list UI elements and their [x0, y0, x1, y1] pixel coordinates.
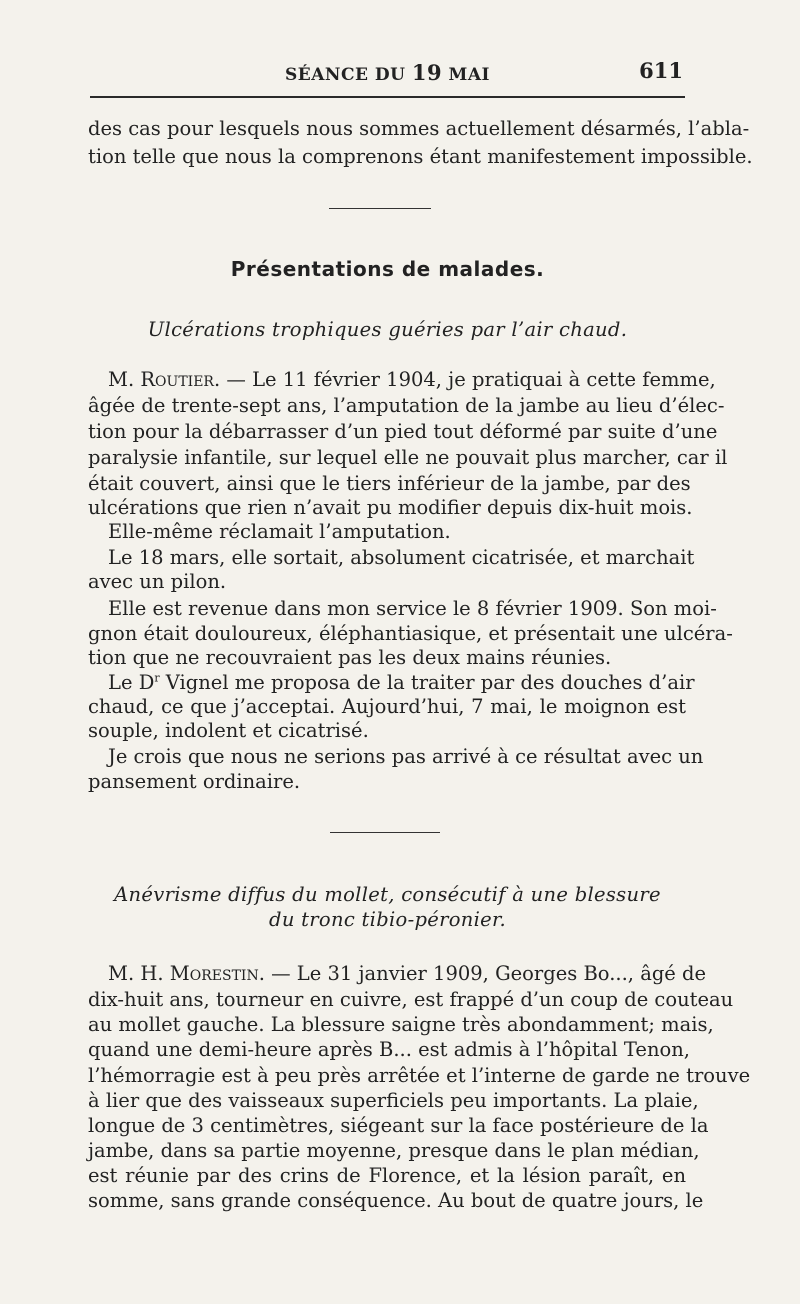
- case2-line: dix-huit ans, tourneur en cuivre, est frappé d’un coup de couteau: [88, 988, 734, 1011]
- case1-para3-line: Le 18 mars, elle sortait, absolument cicatrisée, et marchait: [108, 546, 695, 569]
- case1-para5-line: chaud, ce que j’acceptai. Aujourd’hui, 7 mai, le moignon est: [88, 695, 686, 718]
- case1-author-prefix: M.: [108, 368, 141, 391]
- header-title-part2: MAI: [442, 65, 490, 85]
- case2-title-line: Anévrisme diffus du mollet, consécutif à une blessure: [114, 883, 661, 906]
- case2-line: [108, 962, 707, 986]
- case2-line: à lier que des vaisseaux superficiels peu importants. La plaie,: [88, 1089, 699, 1112]
- case2-line: somme, sans grande conséquence. Au bout de quatre jours, le: [88, 1189, 704, 1212]
- case1-para6-line: pansement ordinaire.: [88, 770, 301, 793]
- case1-line: tion pour la débarrasser d’un pied tout déformé par suite d’une: [88, 420, 718, 443]
- case1-para5-line: souple, indolent et cicatrisé.: [88, 719, 369, 742]
- running-header: [90, 58, 685, 88]
- header-title-number: 19: [411, 60, 443, 85]
- separator-rule: [329, 208, 431, 209]
- case1-para2: Elle-même réclamait l’amputation.: [108, 520, 451, 543]
- case1-author-name: Routier.: [140, 368, 221, 391]
- case1-para5-text: Le D: [108, 671, 155, 694]
- case1-line: paralysie infantile, sur lequel elle ne pouvait plus marcher, car il: [88, 446, 728, 469]
- intro-line: tion telle que nous la comprenons étant manifestement impossible.: [88, 145, 753, 168]
- case2-line: jambe, dans sa partie moyenne, presque dans le plan médian,: [88, 1139, 700, 1162]
- case1-title: Ulcérations trophiques guéries par l’air chaud.: [147, 318, 628, 341]
- header-title-part1: SÉANCE DU: [285, 65, 412, 85]
- case1-line1-rest: — Le 11 février 1904, je pratiquai à cette femme,: [220, 368, 716, 391]
- case1-line: âgée de trente-sept ans, l’amputation de la jambe au lieu d’élec-: [88, 394, 725, 417]
- case1-para6-line: Je crois que nous ne serions pas arrivé à ce résultat avec un: [108, 745, 704, 768]
- case1-para5-line: [108, 671, 695, 695]
- case1-line: était couvert, ainsi que le tiers inférieur de la jambe, par des: [88, 472, 691, 495]
- case2-line: quand une demi-heure après B... est admis à l’hôpital Tenon,: [88, 1038, 691, 1061]
- case1-para5-superscript: r: [154, 671, 160, 685]
- case1-line: [108, 368, 716, 392]
- case2-author-prefix: M. H.: [108, 962, 170, 985]
- case1-para3-line: avec un pilon.: [88, 570, 227, 593]
- intro-line: des cas pour lesquels nous sommes actuellement désarmés, l’abla-: [88, 117, 750, 140]
- case2-line: longue de 3 centimètres, siégeant sur la face postérieure de la: [88, 1114, 709, 1137]
- case1-line: ulcérations que rien n’avait pu modifier depuis dix-huit mois.: [88, 496, 693, 519]
- section-title: Présentations de malades.: [230, 257, 545, 281]
- case1-para4-line: gnon était douloureux, éléphantiasique, et présentait une ulcéra-: [88, 622, 733, 645]
- case2-line: l’hémorragie est à peu près arrêtée et l’interne de garde ne trouve: [88, 1064, 751, 1087]
- case2-line: au mollet gauche. La blessure saigne très abondamment; mais,: [88, 1013, 714, 1036]
- case2-line1-rest: — Le 31 janvier 1909, Georges Bo..., âgé de: [264, 962, 707, 985]
- header-rule: [90, 96, 685, 98]
- case2-line: est réunie par des crins de Florence, et la lésion paraît, en: [88, 1164, 686, 1187]
- case2-title-line: du tronc tibio-péronier.: [269, 908, 506, 931]
- header-title: [90, 60, 685, 85]
- case2-author-name: Morestin.: [169, 962, 265, 985]
- separator-rule: [330, 832, 440, 833]
- case1-para4-line: tion que ne recouvraient pas les deux mains réunies.: [88, 646, 612, 669]
- page-number: 611: [639, 58, 683, 83]
- case1-para4-line: Elle est revenue dans mon service le 8 février 1909. Son moi-: [108, 597, 717, 620]
- case1-para5-text: Vignel me proposa de la traiter par des douches d’air: [159, 671, 695, 694]
